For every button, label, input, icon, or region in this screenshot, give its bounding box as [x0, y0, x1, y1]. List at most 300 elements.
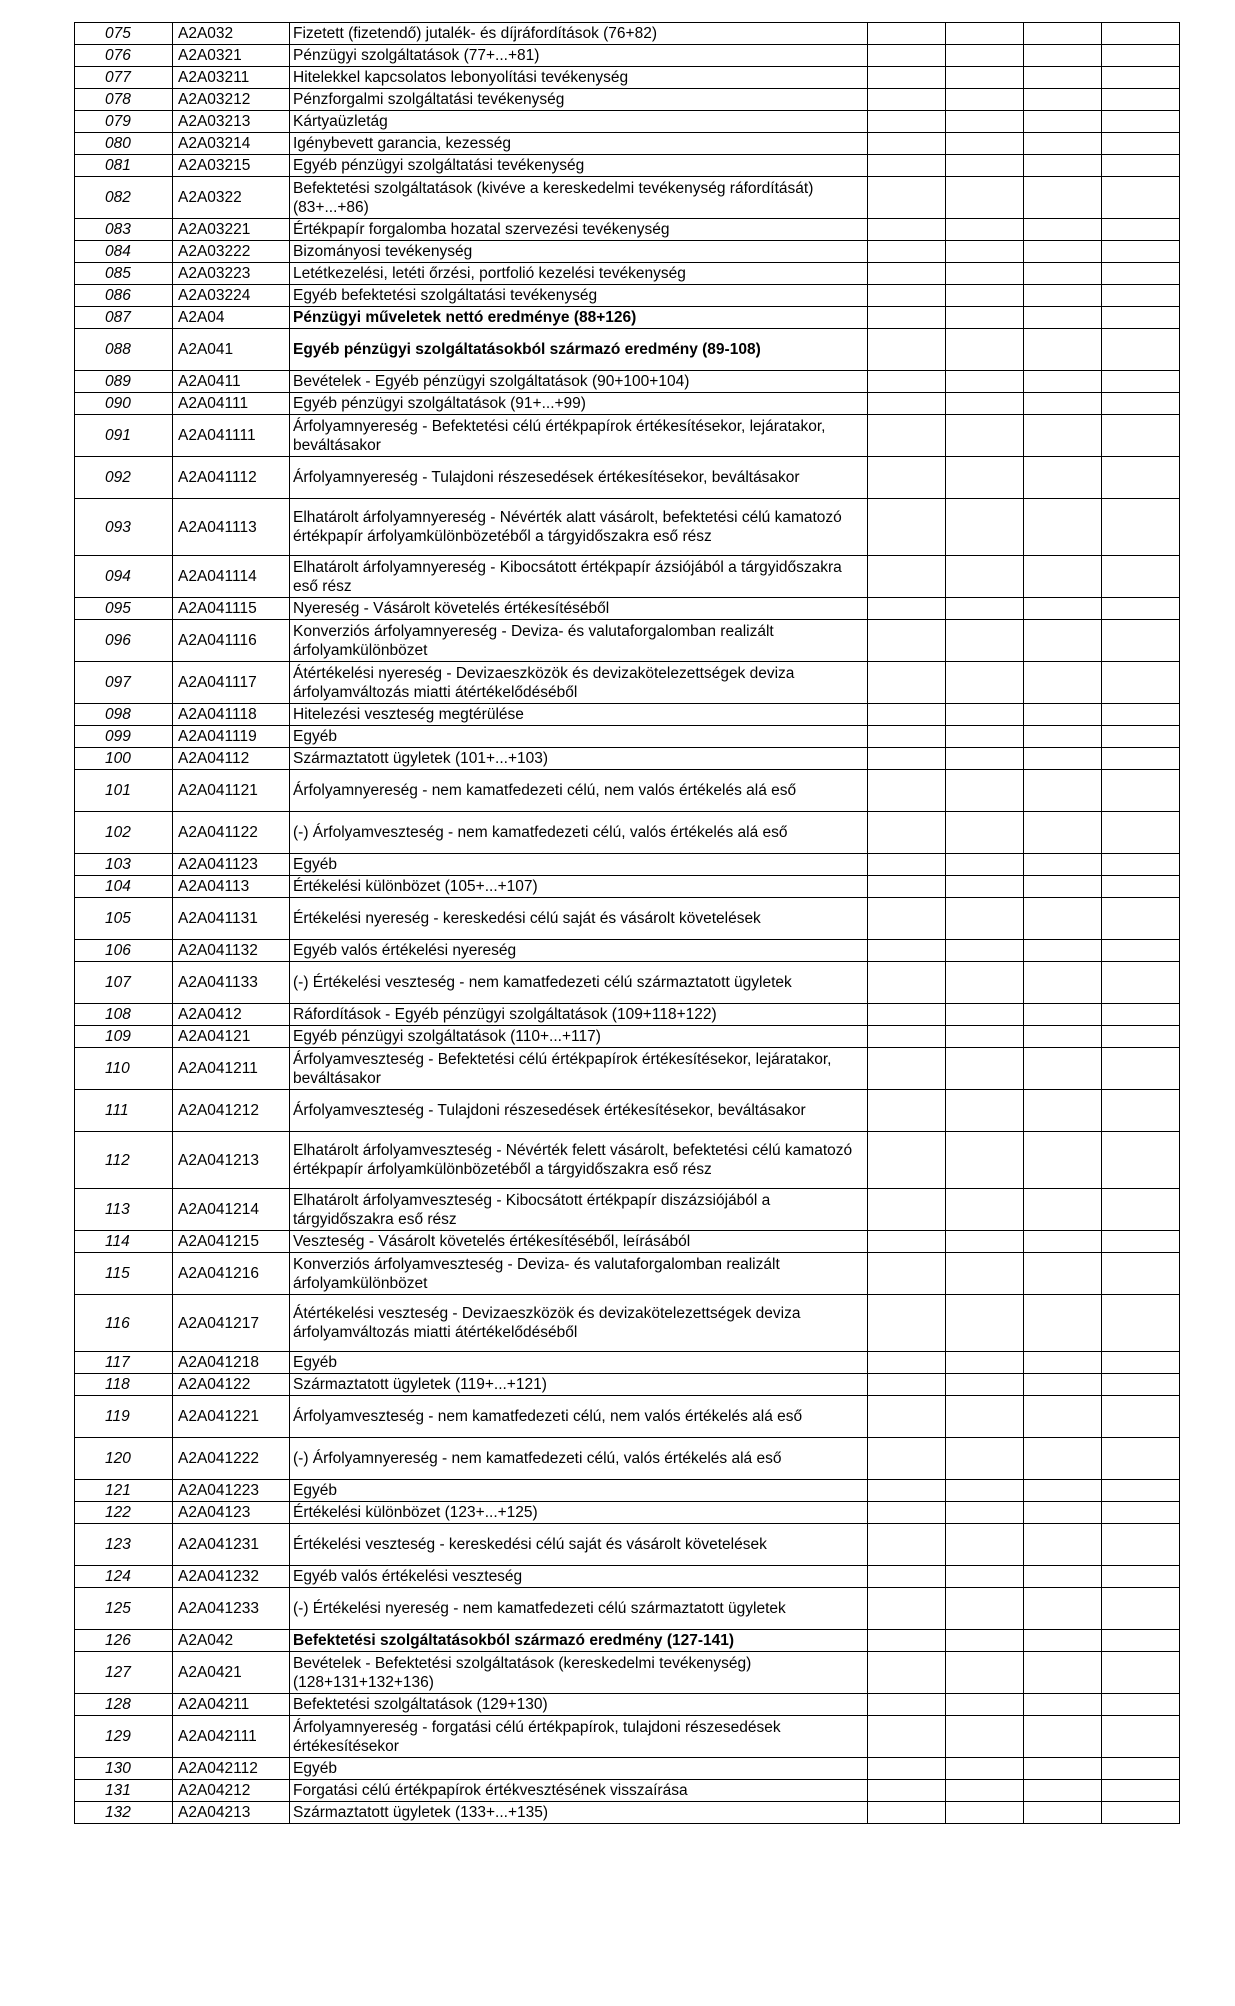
row-number-cell: 114	[75, 1231, 173, 1253]
row-code-cell: A2A041	[173, 329, 290, 371]
row-description-cell: Elhatárolt árfolyamveszteség - Kibocsátott értékpapír diszázsiójából a tárgyidőszakra eső rész	[290, 1189, 868, 1231]
value-cell-3	[1024, 1524, 1102, 1566]
row-code-cell: A2A041131	[173, 898, 290, 940]
table-row	[75, 89, 1180, 111]
value-cell-1	[868, 1132, 946, 1189]
row-code-cell: A2A041123	[173, 854, 290, 876]
row-code-cell: A2A03214	[173, 133, 290, 155]
value-cell-4	[1102, 1352, 1180, 1374]
row-code-cell: A2A042	[173, 1630, 290, 1652]
value-cell-1	[868, 1438, 946, 1480]
value-cell-3	[1024, 1004, 1102, 1026]
row-number-cell: 115	[75, 1253, 173, 1295]
value-cell-3	[1024, 1480, 1102, 1502]
row-description-cell: Veszteség - Vásárolt követelés értékesítéséből, leírásából	[290, 1231, 868, 1253]
value-cell-1	[868, 111, 946, 133]
value-cell-1	[868, 1502, 946, 1524]
row-number-cell: 116	[75, 1295, 173, 1352]
value-cell-4	[1102, 854, 1180, 876]
value-cell-3	[1024, 499, 1102, 556]
row-description-cell: (-) Árfolyamnyereség - nem kamatfedezeti célú, valós értékelés alá eső	[290, 1438, 868, 1480]
row-code-cell: A2A04121	[173, 1026, 290, 1048]
value-cell-2	[946, 1758, 1024, 1780]
row-number-cell: 111	[75, 1090, 173, 1132]
row-number-cell: 105	[75, 898, 173, 940]
row-code-cell: A2A041233	[173, 1588, 290, 1630]
row-code-cell: A2A041111	[173, 415, 290, 457]
value-cell-1	[868, 662, 946, 704]
value-cell-1	[868, 133, 946, 155]
row-code-cell: A2A041117	[173, 662, 290, 704]
value-cell-1	[868, 1630, 946, 1652]
row-description-cell: Árfolyamnyereség - Befektetési célú értékpapírok értékesítésekor, lejáratakor, beváltásakor	[290, 415, 868, 457]
row-description-cell: Árfolyamnyereség - Tulajdoni részesedések értékesítésekor, beváltásakor	[290, 457, 868, 499]
value-cell-3	[1024, 111, 1102, 133]
value-cell-1	[868, 1716, 946, 1758]
table-row	[75, 1231, 1180, 1253]
value-cell-4	[1102, 556, 1180, 598]
value-cell-4	[1102, 1396, 1180, 1438]
table-row	[75, 219, 1180, 241]
row-number-cell: 084	[75, 241, 173, 263]
value-cell-1	[868, 371, 946, 393]
value-cell-4	[1102, 393, 1180, 415]
value-cell-4	[1102, 940, 1180, 962]
value-cell-4	[1102, 770, 1180, 812]
value-cell-3	[1024, 1630, 1102, 1652]
value-cell-3	[1024, 1588, 1102, 1630]
value-cell-1	[868, 415, 946, 457]
value-cell-2	[946, 89, 1024, 111]
value-cell-1	[868, 620, 946, 662]
row-number-cell: 076	[75, 45, 173, 67]
value-cell-1	[868, 1396, 946, 1438]
row-code-cell: A2A03215	[173, 155, 290, 177]
value-cell-2	[946, 1780, 1024, 1802]
row-code-cell: A2A041223	[173, 1480, 290, 1502]
row-number-cell: 106	[75, 940, 173, 962]
value-cell-4	[1102, 371, 1180, 393]
value-cell-3	[1024, 329, 1102, 371]
value-cell-2	[946, 1694, 1024, 1716]
row-description-cell: Nyereség - Vásárolt követelés értékesítéséből	[290, 598, 868, 620]
value-cell-2	[946, 662, 1024, 704]
row-number-cell: 087	[75, 307, 173, 329]
value-cell-3	[1024, 1132, 1102, 1189]
value-cell-4	[1102, 285, 1180, 307]
row-description-cell: Pénzügyi szolgáltatások (77+...+81)	[290, 45, 868, 67]
value-cell-2	[946, 111, 1024, 133]
value-cell-4	[1102, 1566, 1180, 1588]
value-cell-4	[1102, 1438, 1180, 1480]
row-description-cell: Bizományosi tevékenység	[290, 241, 868, 263]
value-cell-4	[1102, 1253, 1180, 1295]
table-row	[75, 1780, 1180, 1802]
value-cell-2	[946, 499, 1024, 556]
row-code-cell: A2A03223	[173, 263, 290, 285]
value-cell-1	[868, 940, 946, 962]
row-description-cell: Származtatott ügyletek (101+...+103)	[290, 748, 868, 770]
value-cell-1	[868, 89, 946, 111]
value-cell-2	[946, 598, 1024, 620]
value-cell-4	[1102, 219, 1180, 241]
table-row	[75, 556, 1180, 598]
row-code-cell: A2A04	[173, 307, 290, 329]
table-row	[75, 67, 1180, 89]
table-row	[75, 1758, 1180, 1780]
row-number-cell: 085	[75, 263, 173, 285]
row-description-cell: Átértékelési nyereség - Devizaeszközök és devizakötelezettségek deviza árfolyamváltozás miatti átértékelődéséből	[290, 662, 868, 704]
value-cell-3	[1024, 285, 1102, 307]
row-description-cell: Elhatárolt árfolyamveszteség - Névérték felett vásárolt, befektetési célú kamatozó értékpapír árfolyamkülönbözetéből a tárgyidőszakra eső rész	[290, 1132, 868, 1189]
row-code-cell: A2A041115	[173, 598, 290, 620]
value-cell-2	[946, 177, 1024, 219]
value-cell-4	[1102, 133, 1180, 155]
value-cell-2	[946, 620, 1024, 662]
value-cell-2	[946, 1480, 1024, 1502]
value-cell-2	[946, 67, 1024, 89]
table-row	[75, 415, 1180, 457]
value-cell-2	[946, 1253, 1024, 1295]
value-cell-4	[1102, 1694, 1180, 1716]
value-cell-1	[868, 748, 946, 770]
value-cell-2	[946, 1502, 1024, 1524]
value-cell-4	[1102, 726, 1180, 748]
value-cell-1	[868, 285, 946, 307]
row-number-cell: 086	[75, 285, 173, 307]
row-description-cell: Elhatárolt árfolyamnyereség - Kibocsátott értékpapír ázsiójából a tárgyidőszakra eső rész	[290, 556, 868, 598]
table-row	[75, 1588, 1180, 1630]
value-cell-1	[868, 241, 946, 263]
value-cell-1	[868, 307, 946, 329]
row-code-cell: A2A041132	[173, 940, 290, 962]
table-row	[75, 177, 1180, 219]
value-cell-2	[946, 1295, 1024, 1352]
value-cell-4	[1102, 67, 1180, 89]
row-description-cell: Egyéb pénzügyi szolgáltatások (91+...+99)	[290, 393, 868, 415]
value-cell-1	[868, 1004, 946, 1026]
row-number-cell: 104	[75, 876, 173, 898]
row-code-cell: A2A0421	[173, 1652, 290, 1694]
value-cell-2	[946, 1588, 1024, 1630]
row-code-cell: A2A041112	[173, 457, 290, 499]
row-description-cell: Értékelési nyereség - kereskedési célú saját és vásárolt követelések	[290, 898, 868, 940]
table-row	[75, 598, 1180, 620]
value-cell-3	[1024, 1802, 1102, 1824]
table-row	[75, 1502, 1180, 1524]
row-description-cell: Átértékelési veszteség - Devizaeszközök és devizakötelezettségek deviza árfolyamváltozás miatti átértékelődéséből	[290, 1295, 868, 1352]
value-cell-3	[1024, 457, 1102, 499]
value-cell-4	[1102, 662, 1180, 704]
row-code-cell: A2A041121	[173, 770, 290, 812]
row-description-cell: Egyéb	[290, 854, 868, 876]
table-row	[75, 1253, 1180, 1295]
row-description-cell: Hitelekkel kapcsolatos lebonyolítási tevékenység	[290, 67, 868, 89]
row-code-cell: A2A03212	[173, 89, 290, 111]
row-description-cell: Elhatárolt árfolyamnyereség - Névérték alatt vásárolt, befektetési célú kamatozó értékpapír árfolyamkülönbözetéből a tárgyidőszakra eső rész	[290, 499, 868, 556]
row-description-cell: Árfolyamveszteség - Tulajdoni részesedések értékesítésekor, beváltásakor	[290, 1090, 868, 1132]
value-cell-2	[946, 1802, 1024, 1824]
row-description-cell: Ráfordítások - Egyéb pénzügyi szolgáltatások (109+118+122)	[290, 1004, 868, 1026]
value-cell-3	[1024, 1438, 1102, 1480]
row-description-cell: Kártyaüzletág	[290, 111, 868, 133]
value-cell-3	[1024, 133, 1102, 155]
value-cell-3	[1024, 1694, 1102, 1716]
row-description-cell: Egyéb	[290, 1758, 868, 1780]
value-cell-2	[946, 1090, 1024, 1132]
row-code-cell: A2A042112	[173, 1758, 290, 1780]
row-code-cell: A2A04112	[173, 748, 290, 770]
table-row	[75, 770, 1180, 812]
row-description-cell: Befektetési szolgáltatásokból származó eredmény (127-141)	[290, 1630, 868, 1652]
row-number-cell: 079	[75, 111, 173, 133]
row-code-cell: A2A032	[173, 23, 290, 45]
value-cell-1	[868, 177, 946, 219]
value-cell-4	[1102, 1502, 1180, 1524]
value-cell-4	[1102, 1630, 1180, 1652]
row-code-cell: A2A0412	[173, 1004, 290, 1026]
row-code-cell: A2A041231	[173, 1524, 290, 1566]
value-cell-4	[1102, 620, 1180, 662]
value-cell-4	[1102, 263, 1180, 285]
value-cell-1	[868, 1588, 946, 1630]
value-cell-1	[868, 1374, 946, 1396]
row-code-cell: A2A042111	[173, 1716, 290, 1758]
value-cell-3	[1024, 393, 1102, 415]
row-code-cell: A2A041213	[173, 1132, 290, 1189]
row-description-cell: Árfolyamnyereség - nem kamatfedezeti célú, nem valós értékelés alá eső	[290, 770, 868, 812]
value-cell-4	[1102, 704, 1180, 726]
value-cell-3	[1024, 1253, 1102, 1295]
value-cell-3	[1024, 1396, 1102, 1438]
value-cell-1	[868, 1802, 946, 1824]
value-cell-4	[1102, 898, 1180, 940]
row-code-cell: A2A03221	[173, 219, 290, 241]
value-cell-4	[1102, 1295, 1180, 1352]
row-code-cell: A2A041222	[173, 1438, 290, 1480]
row-description-cell: Egyéb befektetési szolgáltatási tevékenység	[290, 285, 868, 307]
value-cell-4	[1102, 1026, 1180, 1048]
row-code-cell: A2A041221	[173, 1396, 290, 1438]
value-cell-1	[868, 1026, 946, 1048]
value-cell-3	[1024, 1352, 1102, 1374]
value-cell-3	[1024, 876, 1102, 898]
value-cell-4	[1102, 177, 1180, 219]
value-cell-2	[946, 748, 1024, 770]
table-row	[75, 726, 1180, 748]
value-cell-1	[868, 45, 946, 67]
table-row	[75, 23, 1180, 45]
value-cell-3	[1024, 1026, 1102, 1048]
value-cell-2	[946, 219, 1024, 241]
value-cell-1	[868, 854, 946, 876]
value-cell-3	[1024, 1295, 1102, 1352]
table-row	[75, 1396, 1180, 1438]
value-cell-3	[1024, 67, 1102, 89]
value-cell-2	[946, 940, 1024, 962]
row-description-cell: Értékelési veszteség - kereskedési célú saját és vásárolt követelések	[290, 1524, 868, 1566]
report-table	[74, 22, 1180, 1824]
value-cell-1	[868, 556, 946, 598]
row-code-cell: A2A041118	[173, 704, 290, 726]
table-row	[75, 748, 1180, 770]
row-description-cell: Árfolyamveszteség - nem kamatfedezeti célú, nem valós értékelés alá eső	[290, 1396, 868, 1438]
table-row	[75, 133, 1180, 155]
row-description-cell: Árfolyamnyereség - forgatási célú értékpapírok, tulajdoni részesedések értékesítésekor	[290, 1716, 868, 1758]
table-row	[75, 940, 1180, 962]
value-cell-2	[946, 898, 1024, 940]
table-row	[75, 111, 1180, 133]
row-code-cell: A2A041218	[173, 1352, 290, 1374]
value-cell-4	[1102, 1004, 1180, 1026]
row-code-cell: A2A041114	[173, 556, 290, 598]
row-number-cell: 091	[75, 415, 173, 457]
value-cell-2	[946, 457, 1024, 499]
row-code-cell: A2A03222	[173, 241, 290, 263]
row-code-cell: A2A041214	[173, 1189, 290, 1231]
table-row	[75, 1524, 1180, 1566]
value-cell-1	[868, 499, 946, 556]
table-row	[75, 329, 1180, 371]
row-description-cell: Pénzforgalmi szolgáltatási tevékenység	[290, 89, 868, 111]
value-cell-1	[868, 1480, 946, 1502]
row-description-cell: Hitelezési veszteség megtérülése	[290, 704, 868, 726]
value-cell-2	[946, 726, 1024, 748]
table-row	[75, 1802, 1180, 1824]
row-code-cell: A2A041232	[173, 1566, 290, 1588]
value-cell-3	[1024, 89, 1102, 111]
row-description-cell: Származtatott ügyletek (119+...+121)	[290, 1374, 868, 1396]
row-description-cell: Árfolyamveszteség - Befektetési célú értékpapírok értékesítésekor, lejáratakor, beváltásakor	[290, 1048, 868, 1090]
table-row	[75, 1566, 1180, 1588]
value-cell-1	[868, 1758, 946, 1780]
row-number-cell: 102	[75, 812, 173, 854]
row-number-cell: 121	[75, 1480, 173, 1502]
value-cell-4	[1102, 1048, 1180, 1090]
value-cell-2	[946, 23, 1024, 45]
row-number-cell: 082	[75, 177, 173, 219]
table-row	[75, 1132, 1180, 1189]
value-cell-1	[868, 1253, 946, 1295]
row-description-cell: (-) Értékelési veszteség - nem kamatfedezeti célú származtatott ügyletek	[290, 962, 868, 1004]
table-row	[75, 1004, 1180, 1026]
value-cell-3	[1024, 263, 1102, 285]
value-cell-4	[1102, 1132, 1180, 1189]
row-number-cell: 122	[75, 1502, 173, 1524]
value-cell-1	[868, 1652, 946, 1694]
value-cell-2	[946, 1026, 1024, 1048]
row-code-cell: A2A04211	[173, 1694, 290, 1716]
row-number-cell: 077	[75, 67, 173, 89]
row-description-cell: Értékelési különbözet (105+...+107)	[290, 876, 868, 898]
row-description-cell: Forgatási célú értékpapírok értékvesztésének visszaírása	[290, 1780, 868, 1802]
value-cell-4	[1102, 1090, 1180, 1132]
value-cell-2	[946, 962, 1024, 1004]
table-row	[75, 1090, 1180, 1132]
value-cell-2	[946, 329, 1024, 371]
value-cell-1	[868, 1566, 946, 1588]
value-cell-2	[946, 1652, 1024, 1694]
row-description-cell: Befektetési szolgáltatások (129+130)	[290, 1694, 868, 1716]
table-row	[75, 812, 1180, 854]
value-cell-2	[946, 1374, 1024, 1396]
row-code-cell: A2A04113	[173, 876, 290, 898]
row-number-cell: 094	[75, 556, 173, 598]
value-cell-2	[946, 1048, 1024, 1090]
value-cell-1	[868, 726, 946, 748]
row-code-cell: A2A04212	[173, 1780, 290, 1802]
row-number-cell: 112	[75, 1132, 173, 1189]
table-row	[75, 45, 1180, 67]
table-row	[75, 876, 1180, 898]
value-cell-3	[1024, 1231, 1102, 1253]
row-number-cell: 110	[75, 1048, 173, 1090]
value-cell-2	[946, 371, 1024, 393]
row-number-cell: 119	[75, 1396, 173, 1438]
row-number-cell: 117	[75, 1352, 173, 1374]
table-row	[75, 499, 1180, 556]
table-row	[75, 1374, 1180, 1396]
row-code-cell: A2A041215	[173, 1231, 290, 1253]
row-description-cell: Bevételek - Egyéb pénzügyi szolgáltatások (90+100+104)	[290, 371, 868, 393]
row-code-cell: A2A04122	[173, 1374, 290, 1396]
table-row	[75, 1480, 1180, 1502]
table-row	[75, 1694, 1180, 1716]
row-code-cell: A2A04123	[173, 1502, 290, 1524]
value-cell-3	[1024, 598, 1102, 620]
value-cell-2	[946, 415, 1024, 457]
row-number-cell: 099	[75, 726, 173, 748]
value-cell-3	[1024, 962, 1102, 1004]
value-cell-3	[1024, 155, 1102, 177]
value-cell-3	[1024, 415, 1102, 457]
value-cell-3	[1024, 23, 1102, 45]
value-cell-2	[946, 1524, 1024, 1566]
value-cell-4	[1102, 1231, 1180, 1253]
row-number-cell: 075	[75, 23, 173, 45]
row-description-cell: Egyéb	[290, 1352, 868, 1374]
value-cell-4	[1102, 457, 1180, 499]
value-cell-3	[1024, 704, 1102, 726]
value-cell-1	[868, 393, 946, 415]
value-cell-4	[1102, 598, 1180, 620]
row-number-cell: 118	[75, 1374, 173, 1396]
row-number-cell: 100	[75, 748, 173, 770]
value-cell-4	[1102, 1524, 1180, 1566]
row-number-cell: 080	[75, 133, 173, 155]
value-cell-1	[868, 962, 946, 1004]
row-number-cell: 125	[75, 1588, 173, 1630]
value-cell-4	[1102, 1758, 1180, 1780]
value-cell-2	[946, 1132, 1024, 1189]
row-code-cell: A2A041116	[173, 620, 290, 662]
row-number-cell: 131	[75, 1780, 173, 1802]
row-number-cell: 108	[75, 1004, 173, 1026]
row-description-cell: Letétkezelési, letéti őrzési, portfolió kezelési tevékenység	[290, 263, 868, 285]
row-number-cell: 093	[75, 499, 173, 556]
row-code-cell: A2A041119	[173, 726, 290, 748]
value-cell-4	[1102, 155, 1180, 177]
value-cell-4	[1102, 241, 1180, 263]
value-cell-3	[1024, 1189, 1102, 1231]
table-row	[75, 854, 1180, 876]
row-number-cell: 083	[75, 219, 173, 241]
row-description-cell: Egyéb	[290, 1480, 868, 1502]
row-description-cell: (-) Értékelési nyereség - nem kamatfedezeti célú származtatott ügyletek	[290, 1588, 868, 1630]
row-number-cell: 127	[75, 1652, 173, 1694]
value-cell-2	[946, 307, 1024, 329]
value-cell-2	[946, 770, 1024, 812]
